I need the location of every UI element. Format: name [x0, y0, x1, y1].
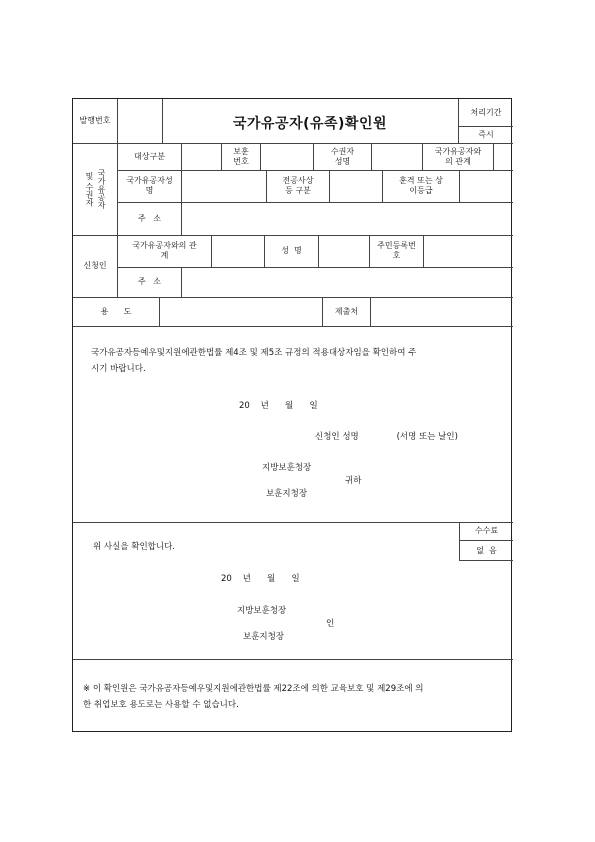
applicant-relation-field[interactable] [212, 235, 264, 267]
subject-side-label [73, 143, 117, 235]
confirm-seal: 인 [326, 619, 335, 629]
applicant-side-label: 신청인 [83, 261, 107, 270]
applicant-address-field[interactable] [182, 267, 513, 297]
medal-field[interactable] [460, 170, 513, 202]
issue-no-field[interactable] [118, 99, 162, 143]
subject-address-label: 주 소 [137, 213, 162, 223]
war-death-label: 전공사상 등 구분 [282, 176, 314, 195]
confirm-date: 20 년 월 일 [221, 574, 300, 584]
form-title: 국가유공자(유족)확인원 [232, 116, 388, 132]
row-divider [73, 659, 513, 660]
submit-to-label: 제출처 [334, 306, 359, 316]
target-type-label: 대상구분 [134, 151, 165, 161]
confirm-office-2: 보훈지청장 [243, 632, 285, 642]
relation-label: 국가유공자와 의 관계 [434, 146, 482, 166]
war-death-field[interactable] [330, 170, 382, 202]
processing-period-label: 처리기간 [470, 107, 502, 117]
grantee-name-label: 수권자 성명 [330, 146, 355, 166]
applicant-name-field[interactable] [319, 235, 369, 267]
row-divider [73, 326, 513, 327]
applicant-relation-label: 국가유공자와의 관 계 [132, 241, 197, 260]
request-office-2: 보훈지청장 [266, 489, 308, 499]
benefit-no-field[interactable] [261, 143, 313, 170]
grantee-name-field[interactable] [372, 143, 422, 170]
request-office-1: 지방보훈청장 [262, 463, 312, 473]
confirmation-form [72, 98, 512, 732]
subject-side-label-right: 및 수권자 [85, 171, 94, 207]
applicant-signature: 신청인 성명 (서명 또는 날인) [315, 432, 458, 442]
relation-field[interactable] [494, 143, 513, 170]
row-divider [73, 522, 513, 523]
fee-value: 없 음 [476, 545, 497, 555]
issue-no-label: 발행번호 [79, 116, 111, 125]
resident-no-field[interactable] [424, 235, 513, 267]
notice-text: ※ 이 확인원은 국가유공자등예우및지원에관한법률 제22조에 의한 교육보호 및 제29조에 의 한 취업보호 용도로는 사용할 수 없습니다. [83, 684, 424, 710]
subject-address-field[interactable] [182, 202, 513, 235]
merit-name-label: 국가유공자성 명 [126, 176, 173, 195]
row-divider [459, 560, 513, 561]
request-date: 20 년 월 일 [239, 401, 318, 411]
merit-name-field[interactable] [182, 170, 266, 202]
resident-no-label: 주민등록번 호 [377, 241, 416, 260]
target-type-field[interactable] [182, 143, 221, 170]
purpose-label: 용 도 [100, 306, 132, 316]
fee-label: 수수료 [474, 526, 499, 535]
subject-side-label-left: 국가유공자 [97, 169, 106, 209]
confirm-office-1: 지방보훈청장 [237, 606, 287, 616]
confirm-text: 위 사실을 확인합니다. [93, 542, 176, 552]
applicant-address-label: 주 소 [137, 277, 162, 286]
medal-label: 훈격 또는 상 이등급 [399, 176, 443, 195]
request-text: 국가유공자등예우및지원에관한법률 제4조 및 제5조 규정의 적용대상자임을 확인하여 주 시기 바랍니다. [91, 348, 417, 374]
applicant-name-label: 성 명 [281, 246, 302, 255]
submit-to-field[interactable] [371, 297, 513, 326]
processing-period-value: 즉시 [478, 130, 494, 139]
purpose-field[interactable] [160, 297, 322, 326]
benefit-no-label: 보훈 번호 [233, 146, 249, 166]
request-addressee: 귀하 [345, 476, 362, 486]
